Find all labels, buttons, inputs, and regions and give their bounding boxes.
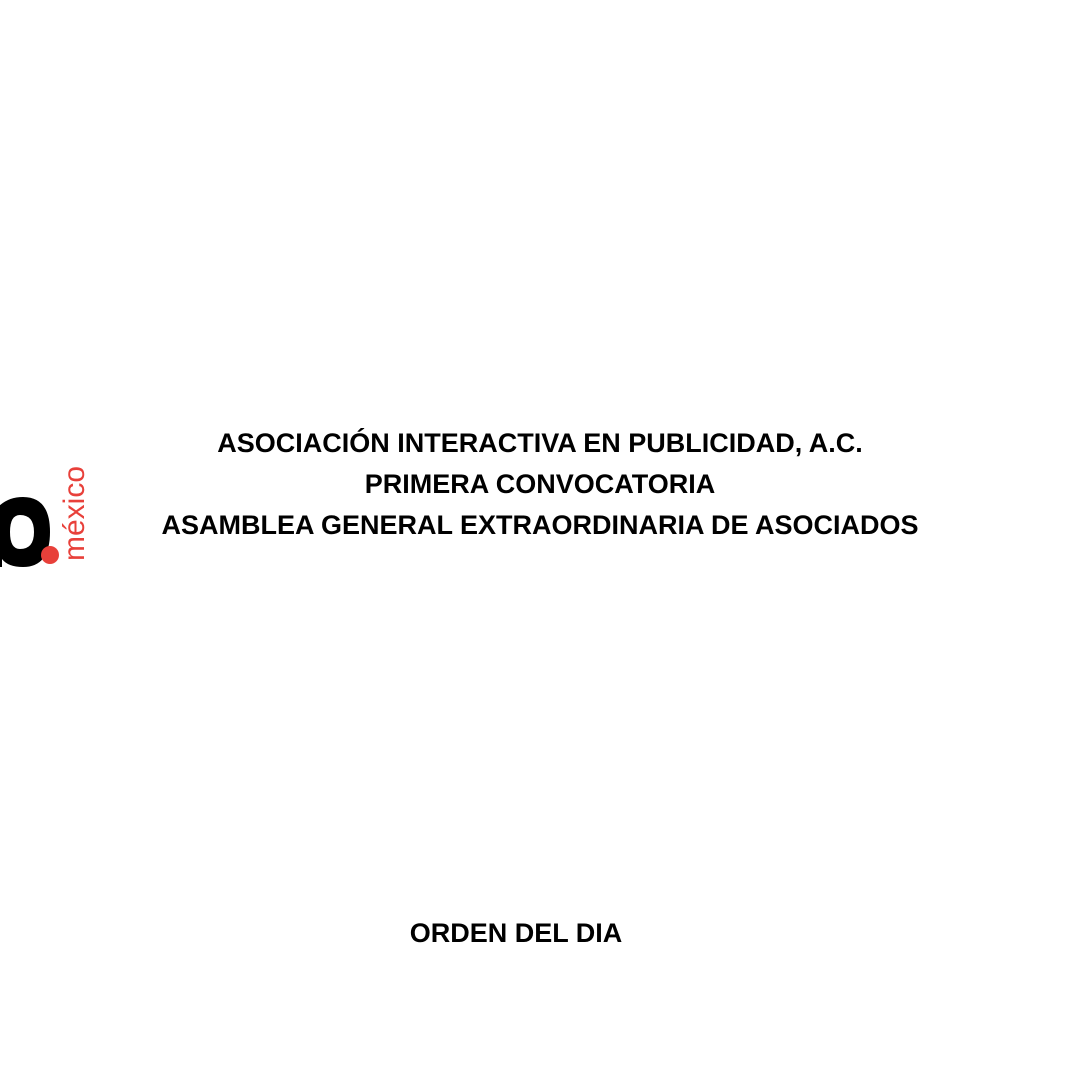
svg-text:méxico: méxico <box>58 465 91 561</box>
iab-logo <box>0 205 91 561</box>
section-title-orden-del-dia: ORDEN DEL DIA <box>409 918 623 948</box>
logo-dot-icon <box>41 546 59 564</box>
heading-organization: ASOCIACIÓN INTERACTIVA EN PUBLICIDAD, A.C. <box>217 428 863 458</box>
heading-convocatoria: PRIMERA CONVOCATORIA <box>364 469 716 499</box>
heading-asamblea: ASAMBLEA GENERAL EXTRAORDINARIA DE ASOCIADOS <box>161 510 919 540</box>
